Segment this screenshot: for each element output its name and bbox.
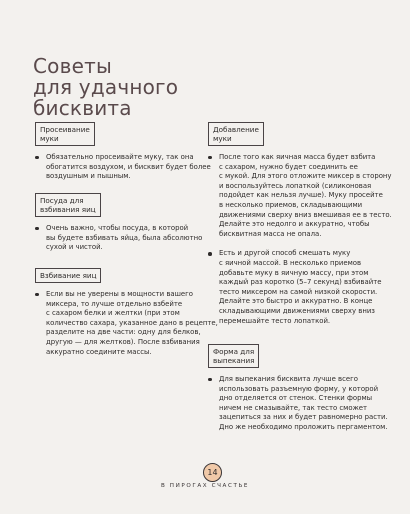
tip-adding-flour [208, 122, 392, 326]
tip-beating-eggs [35, 263, 218, 357]
tip-label-line: выпекания [213, 356, 255, 365]
text-line: в несколько приемов, складывающими [219, 200, 363, 209]
text-line: сухой и чистой. [46, 243, 103, 252]
text-line: После того как яичная масса будет взбита [219, 153, 376, 161]
tip-label-line: Добавление [213, 125, 259, 134]
page-number-badge: 14 [203, 463, 222, 482]
text-line: тесто миксером на самой низкой скорости. [219, 287, 378, 296]
tip-text [208, 375, 386, 433]
text-line: складывающими движениями сверху вниз [219, 306, 375, 315]
text-line: с сахаром белки и желтки (при этом [46, 309, 180, 318]
text-line: перемешайте тесто лопаткой. [219, 316, 331, 325]
title-line: Советы [33, 54, 112, 78]
text-line: подойдет как нельзя лучше). Муку просейте [219, 191, 383, 200]
text-line: Делайте это недолго и аккуратно, чтобы [219, 220, 370, 229]
text-line: зацепиться за них и будет равномерно расти. [219, 413, 388, 422]
tip-label-line: Просеивание [40, 125, 90, 134]
text-line: аккуратно соедините массы. [46, 347, 152, 356]
text-line: с яичной массой. В несколько приемов [219, 258, 362, 267]
tip-label [35, 193, 101, 217]
tip-label-line: муки [40, 134, 59, 143]
tip-label [35, 268, 101, 283]
text-line: Если вы не уверены в мощности вашего [46, 290, 193, 298]
text-line: обогатится воздухом, и бисквит будет более [46, 162, 211, 171]
text-line: Очень важно, чтобы посуда, в которой [46, 224, 189, 232]
tip-label [35, 122, 95, 146]
text-line: миксера, то лучше отдельно взбейте [46, 299, 183, 308]
text-line: бисквитная масса не опала. [219, 229, 322, 238]
text-line: движениями сверху вниз вмешивая ее в тесто. [219, 210, 392, 219]
tip-sifting-flour [35, 122, 211, 182]
text-line: использовать разъемную форму, у которой [219, 384, 379, 393]
text-line: добавьте муку в яичную массу, при этом [219, 268, 369, 277]
tip-label [208, 122, 264, 146]
text-line: Для выпекания бисквита лучше всего [219, 375, 358, 383]
tip-text [35, 153, 211, 182]
tip-text [35, 224, 205, 253]
tip-label-line: муки [213, 134, 232, 143]
text-line: другую — для желтков). После взбивания [46, 337, 200, 346]
text-line: разделите на две части: одну для белков, [46, 328, 201, 337]
title-line: бисквита [33, 96, 132, 120]
text-line: каждый раз коротко (5–7 секунд) взбивайте [219, 278, 382, 287]
page-title [33, 56, 233, 119]
tip-label [208, 344, 259, 368]
text-line: дно отделяется от стенок. Стенки формы [219, 394, 373, 403]
title-line: для удачного [33, 75, 179, 99]
tip-baking-pan [208, 344, 386, 433]
running-footer: В ПИРОГАХ СЧАСТЬЕ [160, 483, 250, 489]
tip-label-line: взбивания яиц [40, 205, 96, 214]
tip-label-line: Форма для [213, 347, 255, 356]
text-line: Есть и другой способ смешать муку [219, 249, 351, 258]
text-line: и воспользуйтесь лопаткой (силиконовая [219, 181, 372, 190]
text-line: количество сахара, указанное дано в рецепте, [46, 318, 218, 327]
text-line: воздушным и пышным. [46, 172, 131, 181]
text-line: Дно же необходимо проложить пергаментом. [219, 422, 388, 431]
tip-text [208, 153, 392, 239]
text-line: с мукой. Для этого отложите миксер в сторону [219, 172, 392, 181]
tip-label-line: Посуда для [40, 196, 84, 205]
tip-text [208, 249, 386, 326]
text-line: Обязательно просеивайте муку, так она [46, 153, 194, 161]
tip-label-line: Взбивание яиц [40, 271, 97, 280]
text-line: с сахаром, нужно будет соединить ее [219, 162, 358, 171]
text-line: вы будете взбивать яйца, была абсолютно [46, 233, 203, 242]
tip-text [35, 290, 218, 357]
tip-egg-bowl [35, 193, 205, 253]
text-line: ничем не смазывайте, так тесто сможет [219, 403, 368, 412]
text-line: Делайте это быстро и аккуратно. В конце [219, 297, 373, 306]
